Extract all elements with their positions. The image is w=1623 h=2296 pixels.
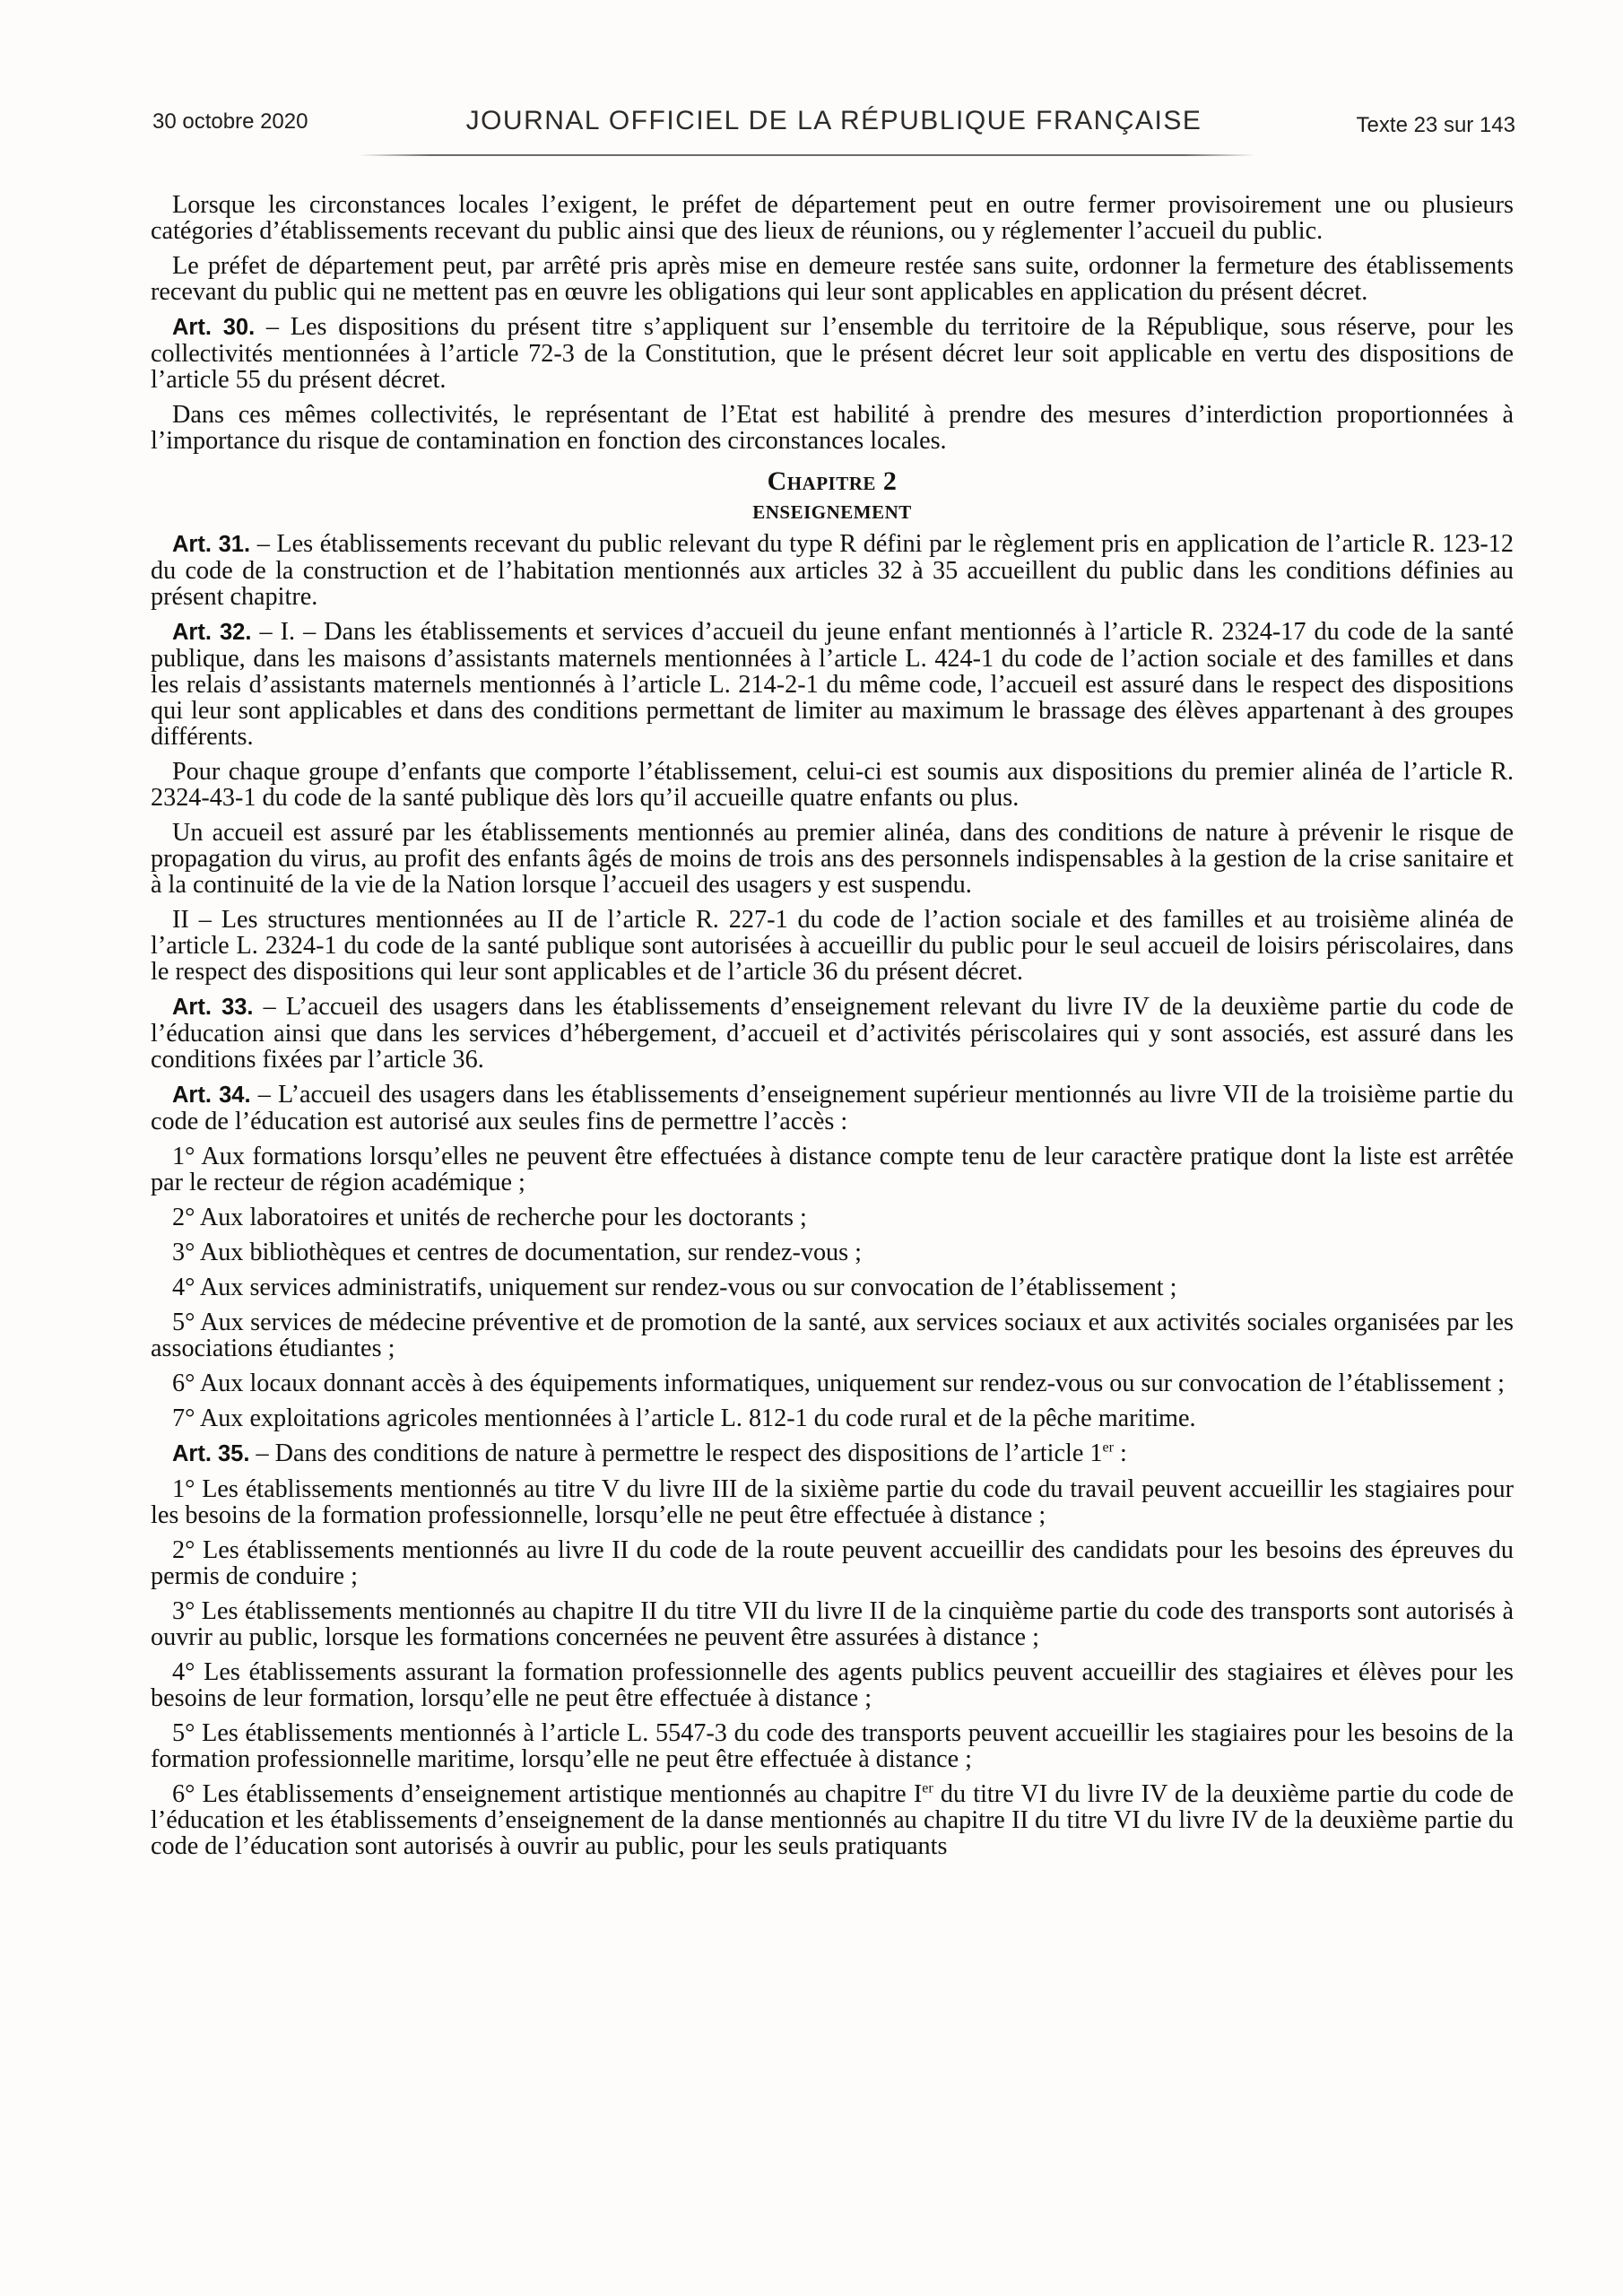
paragraph: Dans ces mêmes collectivités, le représentant de l’Etat est habilité à prendre des mesures d’interdiction proportionnées à l’importance du risque de contamination en fonction des circonstances locales. [151, 401, 1514, 455]
article-text: – I. – Dans les établissements et services d’accueil du jeune enfant mentionnés à l’article R. 2324-17 du code de la santé publique, dans les maisons d’assistants maternels mentionnées à l’article L. 424-1 du code de l’action sociale et des familles et dans les relais d’assistants maternels mentionnés à l’article L. 214-2-1 du même code, l’accueil est assuré dans le respect des dispositions qui leur sont applicables et dans des conditions permettant de limiter au maximum le brassage des élèves appartenant à des groupes différents. [151, 618, 1514, 751]
paragraph: Un accueil est assuré par les établissements mentionnés au premier alinéa, dans des conditions de nature à prévenir le risque de propagation du virus, au profit des enfants âgés de moins de trois ans des personnels indispensables à la gestion de la crise sanitaire et à la continuité de la vie de la Nation lorsque l’accueil des usagers y est suspendu. [151, 819, 1514, 899]
article-label: Art. 33. [172, 995, 254, 1020]
header-date: 30 octobre 2020 [152, 109, 308, 134]
article-label: Art. 34. [172, 1083, 251, 1108]
article-label: Art. 35. [172, 1441, 250, 1466]
article-30 [151, 314, 1514, 393]
article-35 [151, 1440, 1514, 1467]
article-33 [151, 994, 1514, 1073]
list-item-text: du titre VI du livre IV de la deuxième partie du code de l’éducation et les établissements d’enseignement de la danse mentionnés au chapitre II du titre VI du livre IV de la deuxième partie du code de l’éducation sont autorisés à ouvrir au public, pour les seuls pratiquants [151, 1780, 1514, 1860]
article-34 [151, 1082, 1514, 1135]
superscript: er [922, 1780, 933, 1796]
text-reference: Texte 23 sur 143 [1356, 113, 1515, 137]
article-31 [151, 531, 1514, 610]
list-item: 4° Aux services administratifs, uniquement sur rendez-vous ou sur convocation de l’établissement ; [172, 1274, 1177, 1301]
list-item: 5° Les établissements mentionnés à l’article L. 5547-3 du code des transports peuvent accueillir les stagiaires pour les besoins de la formation professionnelle maritime, lorsqu’elle ne peut être effectuée à distance ; [151, 1719, 1514, 1773]
list-item: 1° Aux formations lorsqu’elles ne peuvent être effectuées à distance compte tenu de leur caractère pratique dont la liste est arrêtée par le recteur de région académique ; [151, 1143, 1514, 1196]
list-item: 4° Les établissements assurant la formation professionnelle des agents publics peuvent accueillir des stagiaires et élèves pour les besoins de leur formation, lorsqu’elle ne peut être effectuée à distance ; [151, 1658, 1514, 1712]
list-item: 1° Les établissements mentionnés au titre V du livre III de la sixième partie du code du travail peuvent accueillir les stagiaires pour les besoins de la formation professionnelle, lorsqu’elle ne peut être effectuée à distance ; [151, 1475, 1514, 1529]
paragraph: Pour chaque groupe d’enfants que comporte l’établissement, celui-ci est soumis aux dispositions du premier alinéa de l’article R. 2324-43-1 du code de la santé publique dès lors qu’il accueille quatre enfants ou plus. [151, 758, 1514, 812]
list-item: 2° Aux laboratoires et unités de recherche pour les doctorants ; [172, 1204, 807, 1231]
article-32 [151, 619, 1514, 750]
chapter-title [151, 468, 1514, 494]
page-header [152, 106, 1515, 160]
list-item [151, 1781, 1514, 1859]
article-text: – L’accueil des usagers dans les établissements d’enseignement supérieur mentionnés au livre VII de la troisième partie du code de l’éducation est autorisé aux seules fins de permettre l’accès : [151, 1081, 1515, 1135]
superscript: er [1102, 1439, 1114, 1456]
article-text: – Les établissements recevant du public relevant du type R défini par le règlement pris en application de l’article R. 123-12 du code de la construction et de l’habitation mentionnés aux articles 32 à 35 accueillent du public dans les conditions définies au présent chapitre. [151, 530, 1514, 611]
list-item: 6° Aux locaux donnant accès à des équipements informatiques, uniquement sur rendez-vous ou sur convocation de l’établissement ; [172, 1370, 1506, 1397]
paragraph: Le préfet de département peut, par arrêté pris après mise en demeure restée sans suite, ordonner la fermeture des établissements recevant du public qui ne mettent pas en œuvre les obligations qui leur sont applicables en application du présent décret. [151, 252, 1514, 306]
list-item: 7° Aux exploitations agricoles mentionnées à l’article L. 812-1 du code rural et de la pêche maritime. [172, 1405, 1196, 1432]
article-label: Art. 32. [172, 620, 252, 645]
article-label: Art. 30. [172, 315, 256, 340]
list-item: 3° Les établissements mentionnés au chapitre II du titre VII du livre II de la cinquième partie du code des transports sont autorisés à ouvrir au public, lorsque les formations concernées ne peuvent être assurées à distance ; [151, 1597, 1514, 1651]
paragraph: II – Les structures mentionnées au II de l’article R. 227-1 du code de l’action sociale et des familles et au troisième alinéa de l’article L. 2324-1 du code de la santé publique sont autorisées à accueillir du public pour le seul accueil de loisirs périscolaires, dans le respect des dispositions qui leur sont applicables et de l’article 36 du présent décret. [151, 906, 1514, 986]
header-rule [359, 154, 1255, 156]
list-item: 5° Aux services de médecine préventive et de promotion de la santé, aux services sociaux et aux activités sociales organisées par les associations étudiantes ; [151, 1309, 1514, 1362]
document-body [151, 192, 1514, 1868]
article-text: – L’accueil des usagers dans les établissements d’enseignement relevant du livre IV de la deuxième partie du code de l’éducation ainsi que dans les services d’hébergement, d’accueil et d’activités périscolaires qui y sont associés, est assuré dans les conditions fixées par l’article 36. [151, 993, 1514, 1074]
article-text: – Dans des conditions de nature à permettre le respect des dispositions de l’article 1 [249, 1439, 1103, 1467]
article-text: – Les dispositions du présent titre s’appliquent sur l’ensemble du territoire de la République, sous réserve, pour les collectivités mentionnées à l’article 72-3 de la Constitution, que le présent décret leur soit applicable en vertu des dispositions de l’article 55 du présent décret. [151, 313, 1515, 394]
list-item: 3° Aux bibliothèques et centres de documentation, sur rendez-vous ; [172, 1239, 863, 1266]
article-label: Art. 31. [172, 532, 251, 557]
article-text-end: : [1113, 1439, 1127, 1467]
journal-title: JOURNAL OFFICIEL DE LA RÉPUBLIQUE FRANÇAISE [465, 106, 1202, 135]
paragraph: Lorsque les circonstances locales l’exigent, le préfet de département peut en outre fermer provisoirement une ou plusieurs catégories d’établissements recevant du public ainsi que des lieux de réunions, ou y réglementer l’accueil du public. [151, 191, 1514, 245]
list-item: 2° Les établissements mentionnés au livre II du code de la route peuvent accueillir des candidats pour les besoins des épreuves du permis de conduire ; [151, 1536, 1514, 1590]
chapter-title-text: Chapitre 2 [767, 466, 898, 496]
section-title: ENSEIGNEMENT [752, 501, 912, 523]
list-item-text: 6° Les établissements d’enseignement artistique mentionnés au chapitre I [172, 1780, 923, 1808]
